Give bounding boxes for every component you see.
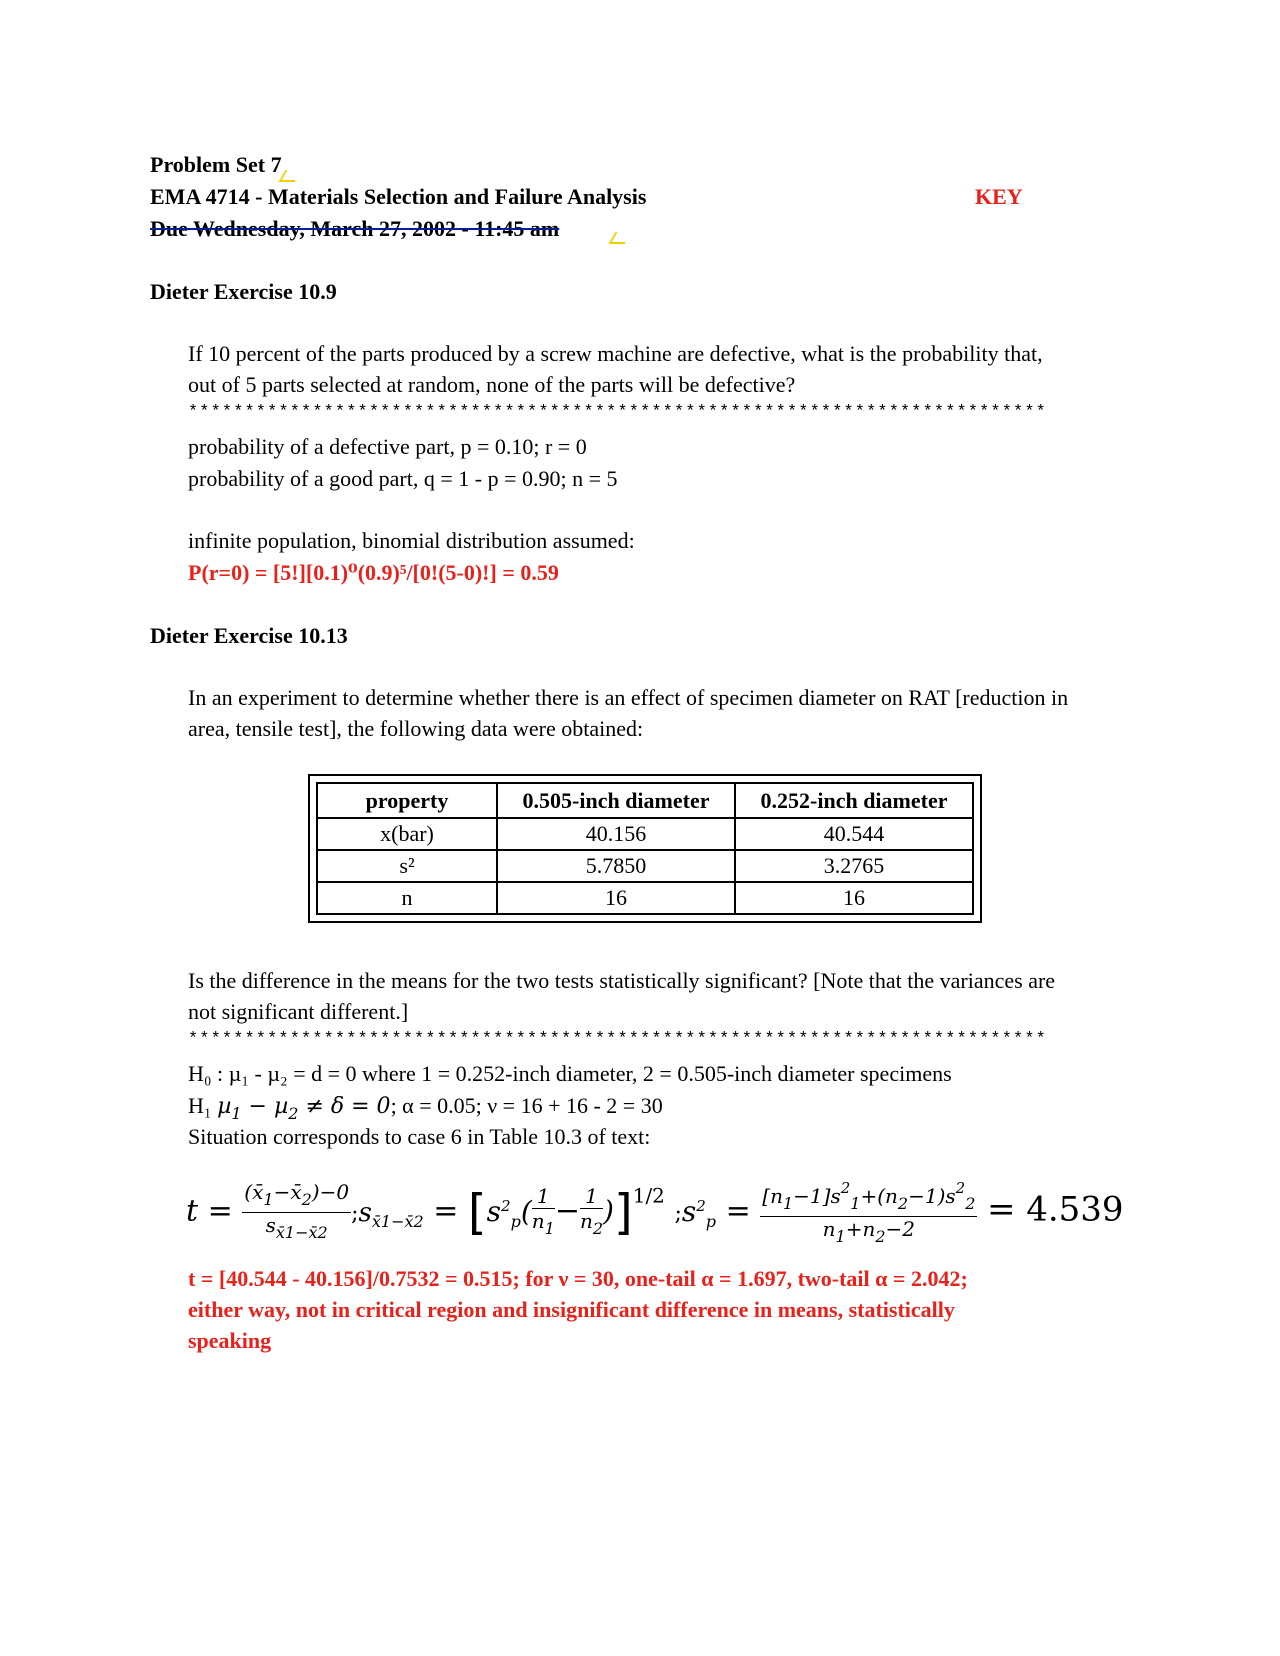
conclusion-text: t = [40.544 - 40.156]/0.7532 = 0.515; for ν = 30, one-tail α = 1.697, two-tail α = 2.042; <box>188 1266 968 1291</box>
exercise-heading: Dieter Exercise 10.13 <box>150 623 348 648</box>
answer-text: infinite population, binomial distribution assumed: <box>188 528 635 553</box>
table-cell: n <box>317 882 497 914</box>
conclusion-text: either way, not in critical region and insignificant difference in means, statistically <box>188 1297 955 1322</box>
due-date: Due Wednesday, March 27, 2002 - 11:45 am <box>150 216 560 241</box>
problem-set-title <box>150 152 282 178</box>
question-text: out of 5 parts selected at random, none of the parts will be defective? <box>188 372 796 397</box>
table-cell: x(bar) <box>317 818 497 850</box>
t-statistic-formula: t = $\frac{(x̄_1-x̄_2)-0}{s_{x̄1-x̄2}}$ $;s_{x̄1-x̄2} = [s^2_p$( $\frac{1}{n_1}$ − $\frac{1}{n_2}$ )]$^{1/2}$ $;s^2_p$ = $\frac{[n_1-1]s^2_1+(n_2-1)s^2_2}{n_1+n_2-2}$ = 4.539 <box>186 1176 1124 1249</box>
hypothesis-params: ; α = 0.05; ν = 16 + 16 - 2 = 30 <box>390 1093 663 1118</box>
formula-result: = 4.539 <box>986 1189 1124 1230</box>
question-text: not significant different.] <box>188 999 409 1024</box>
hypothesis-label: H₁ <box>188 1093 218 1118</box>
course-title: EMA 4714 - Materials Selection and Failure Analysis <box>150 184 647 209</box>
data-table <box>316 782 974 915</box>
question-text: Is the difference in the means for the two tests statistically significant? [Note that the variances are <box>188 968 1056 993</box>
table-cell: 40.544 <box>735 818 973 850</box>
hypothesis-expression: µ$_1$ − µ$_2$ ≠ δ = 0 <box>217 1094 391 1123</box>
exercise-heading: Dieter Exercise 10.9 <box>150 279 337 304</box>
t-fraction: $\frac{(x̄_1-x̄_2)-0}{s_{x̄1-x̄2}}$ <box>244 1180 350 1242</box>
table-header-row <box>317 783 973 818</box>
separator-line: **************************************************************************** <box>188 1030 1047 1049</box>
hypothesis-alternate <box>188 1093 663 1123</box>
situation-text: Situation corresponds to case 6 in Table 10.3 of text: <box>188 1124 651 1149</box>
conclusion-text: speaking <box>188 1328 272 1353</box>
table-cell: 40.156 <box>497 818 735 850</box>
intro-text: area, tensile test], the following data were obtained: <box>188 716 644 741</box>
column-header: 0.505-inch diameter <box>497 783 735 818</box>
column-header: 0.252-inch diameter <box>735 783 973 818</box>
table-row <box>317 818 973 850</box>
key-label: KEY <box>975 184 1023 209</box>
question-text: If 10 percent of the parts produced by a screw machine are defective, what is the probability that, <box>188 341 1043 366</box>
separator-line: **************************************************************************** <box>188 403 1047 422</box>
table-cell: 16 <box>497 882 735 914</box>
table-cell: 5.7850 <box>497 850 735 882</box>
pooled-variance-fraction: $\frac{[n_1-1]s^2_1+(n_2-1)s^2_2}{n_1+n_2-2}$ <box>760 1176 977 1249</box>
table-cell: 16 <box>735 882 973 914</box>
table-row <box>317 882 973 914</box>
answer-text: probability of a good part, q = 1 - p = 0.90; n = 5 <box>188 466 618 491</box>
table-cell: s² <box>317 850 497 882</box>
problem-set-label: Problem Set 7 <box>150 152 282 177</box>
intro-text: In an experiment to determine whether there is an effect of specimen diameter on RAT [reduction in <box>188 685 1069 710</box>
insertion-caret-mark <box>279 170 302 182</box>
insertion-caret-mark <box>609 232 632 244</box>
hypothesis-null: H₀ : µ₁ - µ₂ = d = 0 where 1 = 0.252-inch diameter, 2 = 0.505-inch diameter specimens <box>188 1061 952 1086</box>
table-row <box>317 850 973 882</box>
column-header: property <box>317 783 497 818</box>
table-cell: 3.2765 <box>735 850 973 882</box>
answer-text: probability of a defective part, p = 0.10; r = 0 <box>188 434 587 459</box>
answer-result: P(r=0) = [5!][0.1)⁰(0.9)⁵/[0!(5-0)!] = 0.59 <box>188 560 559 585</box>
